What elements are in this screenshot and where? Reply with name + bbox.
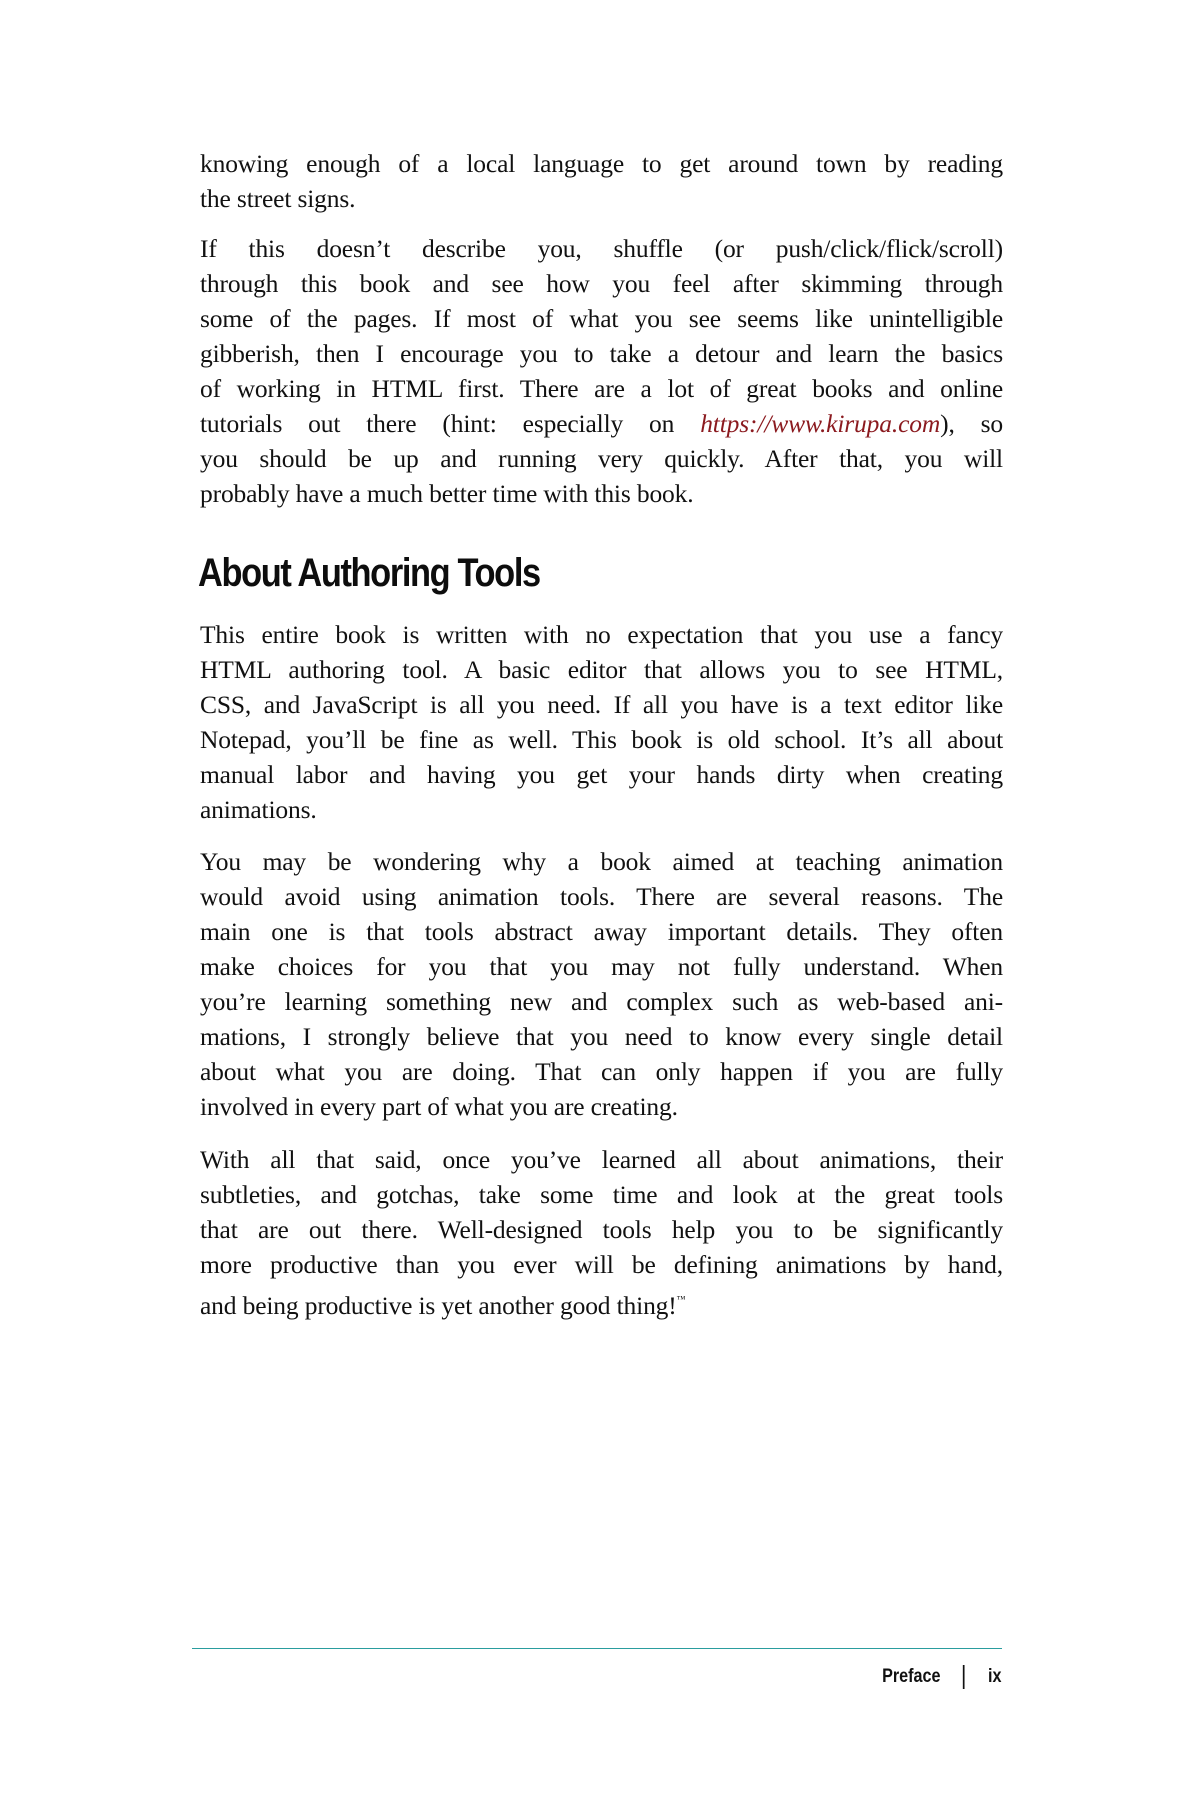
text-line: This entire book is written with no expectation that you use a fancy [200, 620, 1003, 649]
text-fragment: ), so [940, 409, 1003, 438]
text-line: about what you are doing. That can only happen if you are fully [200, 1057, 1003, 1086]
page-footer [883, 1663, 1002, 1691]
text-line: knowing enough of a local language to get around town by reading [200, 149, 1003, 178]
text-line: With all that said, once you’ve learned all about animations, their [200, 1145, 1003, 1174]
text-line: subtleties, and gotchas, take some time and look at the great tools [200, 1180, 1003, 1209]
text-line: probably have a much better time with this book. [200, 479, 694, 508]
text-line [200, 1282, 1003, 1320]
text-line: that are out there. Well-designed tools help you to be significantly [200, 1215, 1003, 1244]
text-line: HTML authoring tool. A basic editor that allows you to see HTML, [200, 655, 1003, 684]
text-line: some of the pages. If most of what you see seems like unintelligible [200, 304, 1003, 333]
text-line: you should be up and running very quickly. After that, you will [200, 444, 1003, 473]
page-number: ix [988, 1666, 1002, 1687]
text-line: the street signs. [200, 184, 356, 213]
text-line: through this book and see how you feel after skimming through [200, 269, 1003, 298]
text-line: animations. [200, 795, 317, 824]
text-line: main one is that tools abstract away important details. They often [200, 917, 1003, 946]
running-section-title: Preface [882, 1666, 941, 1687]
footer-separator [963, 1665, 965, 1689]
section-heading: About Authoring Tools [198, 551, 540, 595]
text-line-with-link [200, 406, 1003, 441]
text-line: make choices for you that you may not fully understand. When [200, 952, 1003, 981]
text-line: CSS, and JavaScript is all you need. If all you have is a text editor like [200, 690, 1003, 719]
text-line: you’re learning something new and complex such as web-based ani- [200, 987, 1003, 1016]
text-line: involved in every part of what you are creating. [200, 1092, 678, 1121]
text-line: of working in HTML first. There are a lot of great books and online [200, 374, 1003, 403]
text-fragment: and being productive is yet another good thing! [200, 1291, 677, 1320]
text-line: mations, I strongly believe that you need to know every single detail [200, 1022, 1003, 1051]
text-fragment: tutorials out there (hint: especially on [200, 409, 701, 438]
footer-divider [192, 1648, 1002, 1649]
text-line: more productive than you ever will be defining animations by hand, [200, 1250, 1003, 1279]
text-line: You may be wondering why a book aimed at teaching animation [200, 847, 1003, 876]
text-line: manual labor and having you get your hands dirty when creating [200, 760, 1003, 789]
kirupa-link[interactable]: https://www.kirupa.com [700, 409, 941, 438]
text-line: would avoid using animation tools. There are several reasons. The [200, 882, 1003, 911]
text-line: Notepad, you’ll be fine as well. This book is old school. It’s all about [200, 725, 1003, 754]
trademark-mark: ™ [676, 1294, 686, 1304]
text-line: gibberish, then I encourage you to take a detour and learn the basics [200, 339, 1003, 368]
text-line: If this doesn’t describe you, shuffle (or push/click/flick/scroll) [200, 234, 1003, 263]
